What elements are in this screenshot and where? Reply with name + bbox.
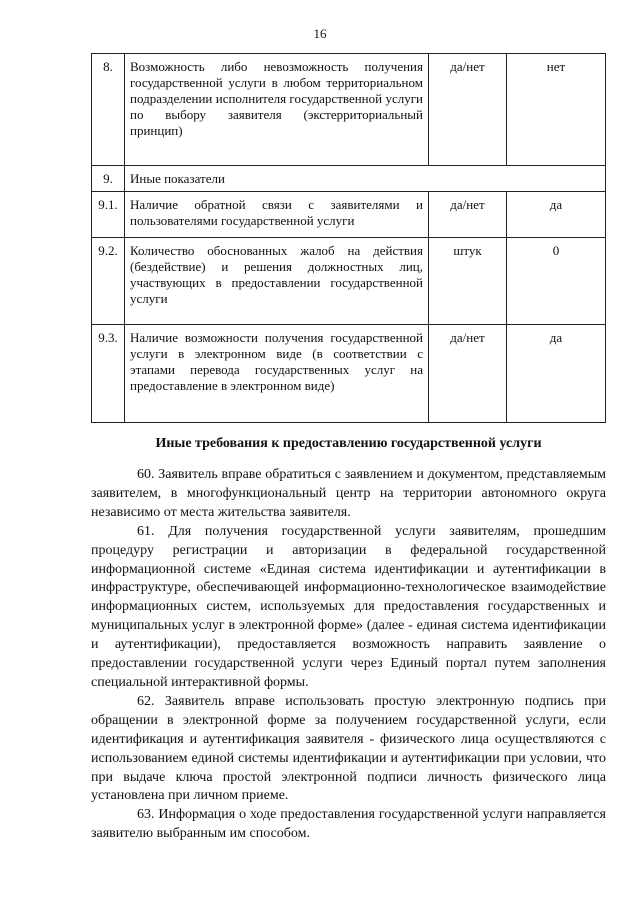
row-unit: да/нет bbox=[429, 325, 507, 423]
section-title: Иные показатели bbox=[125, 166, 606, 192]
paragraph-60: 60. Заявитель вправе обратиться с заявлением и документом, представляемым заявителем, в многофункциональный центр на территории автономного округа независимо от места жительства заявителя. bbox=[91, 467, 606, 520]
table-row bbox=[92, 192, 606, 238]
row-description: Наличие обратной связи с заявителями и пользователями государственной услуги bbox=[125, 192, 429, 238]
section-heading: Иные требования к предоставлению государственной услуги bbox=[155, 436, 542, 451]
row-number: 9.2. bbox=[92, 238, 125, 325]
row-unit: да/нет bbox=[429, 192, 507, 238]
row-number: 9.3. bbox=[92, 325, 125, 423]
table-row bbox=[92, 238, 606, 325]
row-description: Наличие возможности получения государственной услуги в электронном виде (в соответствии с этапами перевода государственных услуг на предоставление в электронном виде) bbox=[125, 325, 429, 423]
row-number: 8. bbox=[92, 54, 125, 166]
row-value: да bbox=[507, 192, 606, 238]
row-value: да bbox=[507, 325, 606, 423]
row-description: Возможность либо невозможность получения государственной услуги в любом территориальном подразделении исполнителя государственной услуги по выбору заявителя (экстерриториальный принцип) bbox=[125, 54, 429, 166]
row-value: нет bbox=[507, 54, 606, 166]
table-row bbox=[92, 325, 606, 423]
requirements-table bbox=[91, 53, 606, 423]
row-number: 9. bbox=[92, 166, 125, 192]
row-unit: да/нет bbox=[429, 54, 507, 166]
row-description: Количество обоснованных жалоб на действия (бездействие) и решения должностных лиц, участвующих в предоставлении государственной услуги bbox=[125, 238, 429, 325]
paragraph-63: 63. Информация о ходе предоставления государственной услуги направляется заявителю выбранным им способом. bbox=[91, 807, 606, 842]
row-value: 0 bbox=[507, 238, 606, 325]
paragraph-62: 62. Заявитель вправе использовать простую электронную подпись при обращении в электронной форме за получением государственной услуги, если идентификация и аутентификация заявителя - физического лица осуществляются с использованием единой системы идентификации и аутентификации при условии, что при выдаче ключа простой электронной подписи личность физического лица установлена при личном приеме. bbox=[91, 693, 606, 804]
row-number: 9.1. bbox=[92, 192, 125, 238]
page-number: 16 bbox=[313, 26, 327, 41]
table-row bbox=[92, 166, 606, 192]
table-row bbox=[92, 54, 606, 166]
paragraph-61: 61. Для получения государственной услуги заявителям, прошедшим процедуру регистрации и авторизации в федеральной государственной информационной системе «Единая система идентификации и аутентификации в инфраструктуре, обеспечивающей информационно-технологическое взаимодействие информационных систем, используемых для предоставления государственных и муниципальных услуг в электронной форме» (далее - единая система идентификации и аутентификации), предоставляется возможность направить заявление о предоставлении государственной услуги через Единый портал путем заполнения специальной интерактивной формы. bbox=[91, 523, 606, 690]
row-unit: штук bbox=[429, 238, 507, 325]
body-text bbox=[91, 466, 606, 844]
